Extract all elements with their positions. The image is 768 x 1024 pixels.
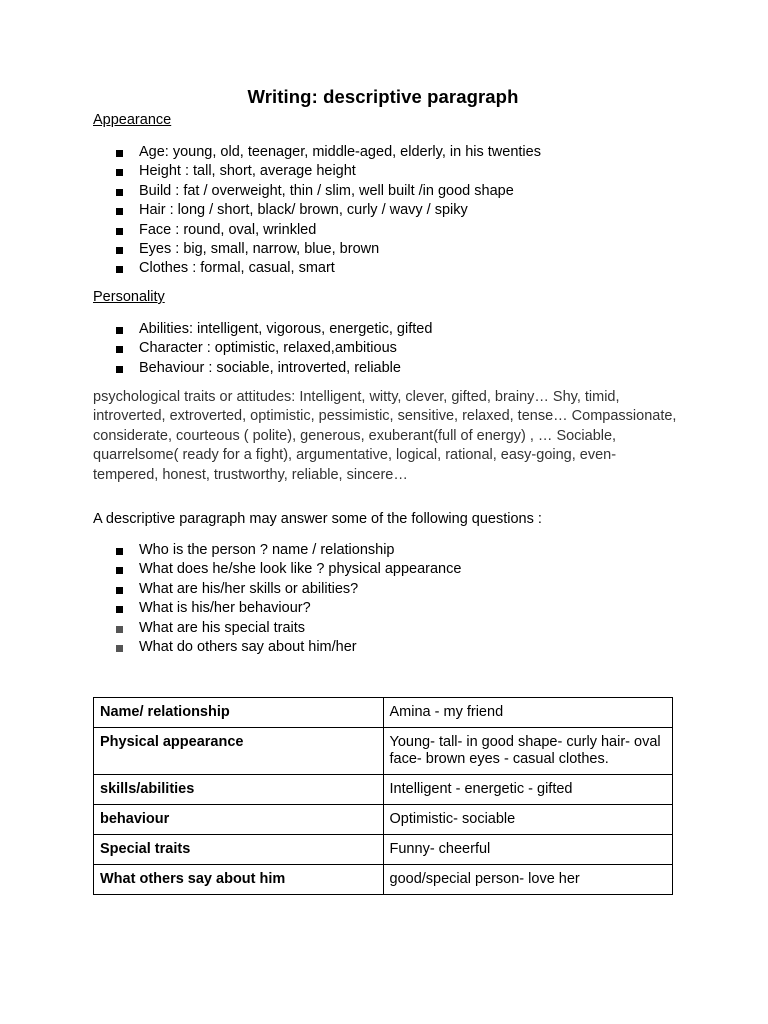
square-bullet-icon <box>116 327 123 334</box>
list-item: What does he/she look like ? physical appearance <box>93 560 461 579</box>
square-bullet-icon <box>116 548 123 555</box>
personality-heading: Personality <box>93 289 165 305</box>
list-item: Who is the person ? name / relationship <box>93 541 461 560</box>
table-label-cell: skills/abilities <box>94 775 384 805</box>
list-item: Behaviour : sociable, introverted, reliable <box>93 359 432 378</box>
table-row <box>94 698 673 728</box>
square-bullet-icon <box>116 169 123 176</box>
table-value-cell: good/special person- love her <box>383 865 672 895</box>
square-bullet-icon <box>116 208 123 215</box>
list-item: What are his special traits <box>93 619 461 638</box>
list-item: What are his/her skills or abilities? <box>93 580 461 599</box>
square-bullet-icon <box>116 587 123 594</box>
square-bullet-icon <box>116 247 123 254</box>
table-value-cell: Amina - my friend <box>383 698 672 728</box>
list-item: Face : round, oval, wrinkled <box>93 221 541 240</box>
list-item: Eyes : big, small, narrow, blue, brown <box>93 240 541 259</box>
list-item: Build : fat / overweight, thin / slim, well built /in good shape <box>93 182 541 201</box>
table-label-cell: What others say about him <box>94 865 384 895</box>
list-item: Height : tall, short, average height <box>93 162 541 181</box>
traits-paragraph: psychological traits or attitudes: Intelligent, witty, clever, gifted, brainy… Shy, timid, introverted, extroverted, optimistic, pessimistic, sensitive, relaxed, tense… Compassionate, considerate, courteous ( polite), generous, exuberant(full of energy) , … Sociable, quarrelsome( ready for a fight), argumentative, logical, rational, easy-going, even-tempered, honest, trustworthy, reliable, sincere… <box>93 389 677 483</box>
square-bullet-icon <box>116 228 123 235</box>
personality-list <box>93 320 432 378</box>
table-label-cell: Special traits <box>94 835 384 865</box>
table-row <box>94 728 673 775</box>
square-bullet-icon <box>116 645 123 652</box>
table-value-cell: Intelligent - energetic - gifted <box>383 775 672 805</box>
questions-list <box>93 541 461 657</box>
table-label-cell: Name/ relationship <box>94 698 384 728</box>
square-bullet-icon <box>116 606 123 613</box>
square-bullet-icon <box>116 366 123 373</box>
list-item: Hair : long / short, black/ brown, curly / wavy / spiky <box>93 201 541 220</box>
square-bullet-icon <box>116 150 123 157</box>
square-bullet-icon <box>116 189 123 196</box>
square-bullet-icon <box>116 346 123 353</box>
list-item: Age: young, old, teenager, middle-aged, elderly, in his twenties <box>93 143 541 162</box>
appearance-heading: Appearance <box>93 112 172 128</box>
table-value-cell: Young- tall- in good shape- curly hair- oval face- brown eyes - casual clothes. <box>383 728 672 775</box>
square-bullet-icon <box>116 266 123 273</box>
summary-table <box>93 697 673 895</box>
table-row <box>94 805 673 835</box>
list-item: What is his/her behaviour? <box>93 599 461 618</box>
table-row <box>94 775 673 805</box>
table-value-cell: Funny- cheerful <box>383 835 672 865</box>
list-item: What do others say about him/her <box>93 638 461 657</box>
list-item: Abilities: intelligent, vigorous, energetic, gifted <box>93 320 432 339</box>
square-bullet-icon <box>116 567 123 574</box>
square-bullet-icon <box>116 626 123 633</box>
table-label-cell: behaviour <box>94 805 384 835</box>
table-row <box>94 835 673 865</box>
table-value-cell: Optimistic- sociable <box>383 805 672 835</box>
list-item: Character : optimistic, relaxed,ambitious <box>93 339 432 358</box>
table-row <box>94 865 673 895</box>
appearance-list <box>93 143 541 279</box>
questions-intro: A descriptive paragraph may answer some of the following questions : <box>93 511 542 527</box>
table-label-cell: Physical appearance <box>94 728 384 775</box>
page-title: Writing: descriptive paragraph <box>247 86 519 107</box>
list-item: Clothes : formal, casual, smart <box>93 259 541 278</box>
